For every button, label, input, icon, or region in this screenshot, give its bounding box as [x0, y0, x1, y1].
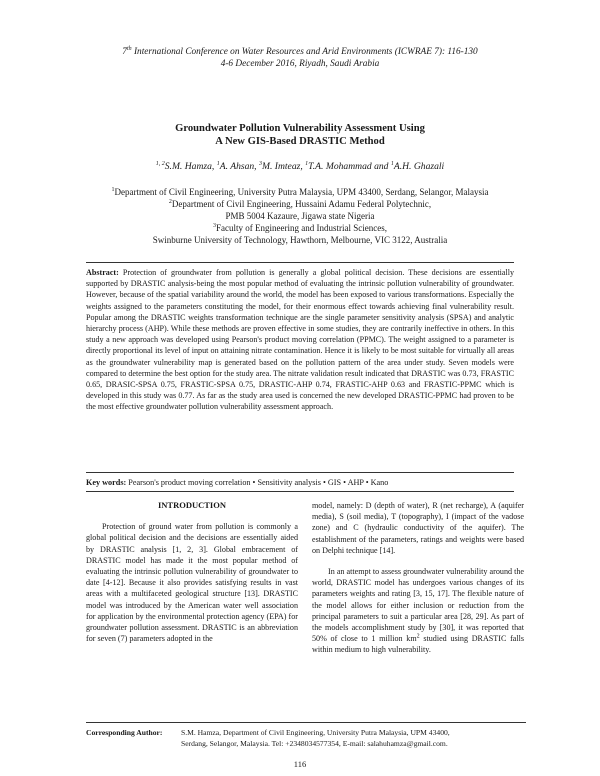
affiliation-3-address: Swinburne University of Technology, Hawthorn, Melbourne, VIC 3122, Australia	[152, 235, 448, 245]
intro-paragraph-2: model, namely: D (depth of water), R (net recharge), A (aquifer media), S (soil media), T (topography), I (impact of the vadose zone) and C (hydraulic conductivity of the aquifer). The establishment of the parameters, ratings and weights were based on Delphi technique [14].	[312, 501, 524, 555]
keywords-rule	[86, 491, 514, 492]
abstract	[86, 267, 514, 413]
abstract-top-rule	[86, 262, 514, 263]
page-number: 116	[293, 759, 307, 769]
intro-paragraph-1: Protection of ground water from pollution is commonly a global political decision and the decisions are essentially aided by DRASTIC analysis [1, 2, 3]. Global embracement of DRASTIC model has made it the most popular method of evaluating the intrinsic pollution vulnerability of groundwater to date [4-12]. Because it also provides satisfying results in vast areas with a multifaceted geological structure [13]. DRASTIC model was introduced by the American water well association for application by the environmental protection agency (EPA) for groundwater pollution assessment. DRASTIC is an abbreviation for seven (7) parameters adopted in the	[86, 522, 298, 644]
abstract-text: Protection of groundwater from pollution is generally a global political decision. These decisions are essentially supported by DRASTIC analysis-being the most popular method of evaluating the intrinsic pollution vulnerability of groundwater. However, because of the spatial variability around the world, the model has been exposed to various transformations. Especially the weights assigned to the parameters constituting the model, for their enormous effect towards achieving final vulnerability result. Popular among the DRASTIC weights transformation technique are the single parameter sensitivity analysis (SPSA) and analytic hierarchy process (AHP). While these methods are proven effective in some studies, they are contrarily ineffective in others. In this study a new approach was developed using Pearson's product moving correlation (PPMC). The weight assigned to a parameter is directly proportional its level of input on attaining nitrate contamination. Hence it is likely to be most suitable for virtually all areas as the groundwater vulnerability map is generated based on the pollution pattern of the area under study. Seven models were compared to determine the best option for the study area. The nitrate validation result indicated that DRASTIC was 0.73, FRASTIC 0.65, DRASIC-SPSA 0.75, FRASTIC-SPSA 0.75, DRASTIC-AHP 0.74, FRASTIC-AHP 0.63 and FRASTIC-PPMC which is developed in this study was 0.77. As far as the study area used is concerned the new developed DRASTIC-PPMC had proven to be the most effective groundwater pollution vulnerability assessment approach.	[86, 268, 514, 412]
affiliation-3: $^3$Faculty of Engineering and Industrial Sciences,	[213, 223, 387, 233]
author: $^3$M. Imteaz,	[258, 160, 306, 172]
abstract-bottom-rule	[86, 472, 514, 473]
paper-title-line-1: Groundwater Pollution Vulnerability Assessment Using	[175, 123, 425, 134]
section-heading: INTRODUCTION	[157, 500, 226, 510]
keywords	[86, 478, 514, 487]
author: $^1$T.A. Mohammad and	[305, 160, 391, 172]
conference-number-suffix: th	[126, 45, 132, 52]
footer-rule	[86, 722, 526, 723]
author: $^1$A. Ahsan,	[216, 160, 259, 172]
affiliation-2: $^2$Department of Civil Engineering, Hussaini Adamu Federal Polytechnic,	[168, 199, 432, 209]
conference-date: 4-6 December 2016, Riyadh, Saudi Arabia	[220, 59, 380, 69]
conference-number: 7	[122, 47, 127, 57]
right-column	[312, 500, 524, 656]
keywords-label: Key words:	[86, 478, 127, 487]
corresponding-author-label: Corresponding Author:	[86, 728, 163, 737]
intro-paragraph-3: In an attempt to assess groundwater vulnerability around the world, DRASTIC model has undergoes various changes of its parameters weights and rating [3, 15, 17]. The flexible nature of the model allows for either inclusion or reduction from the principal parameters to suit a particular area [28, 29]. As part of the models accomplishment study by [30], it was reported that 50% of close to 1 million $km^2$ studied using DRASTIC falls within medium to high vulnerability.	[312, 567, 525, 655]
affiliation-1: $^1$Department of Civil Engineering, University Putra Malaysia, UPM 43400, Serdang, Selangor, Malaysia	[111, 187, 489, 197]
author-list	[60, 161, 540, 172]
conference-header	[60, 47, 540, 58]
corresponding-author-details: S.M. Hamza, Department of Civil Engineering, University Putra Malaysia, UPM 43400, Serdang, Selangor, Malaysia. Tel: +2348034577354, E-mail: salahuhamza@gmail.com.	[181, 728, 450, 749]
keywords-text: Pearson's product moving correlation • Sensitivity analysis • GIS • AHP • Kano	[126, 478, 389, 487]
author: $^1$A.H. Ghazali	[390, 160, 445, 172]
author: $^{1, 2}$S.M. Hamza,	[155, 160, 217, 172]
conference-name: International Conference on Water Resources and Arid Environments (ICWRAE 7): 116-130	[131, 47, 478, 57]
left-column	[86, 500, 298, 644]
paper-title-line-2: A New GIS-Based DRASTIC Method	[215, 136, 385, 147]
abstract-label: Abstract:	[86, 268, 119, 277]
affiliation-2-address: PMB 5004 Kazaure, Jigawa state Nigeria	[225, 211, 375, 221]
